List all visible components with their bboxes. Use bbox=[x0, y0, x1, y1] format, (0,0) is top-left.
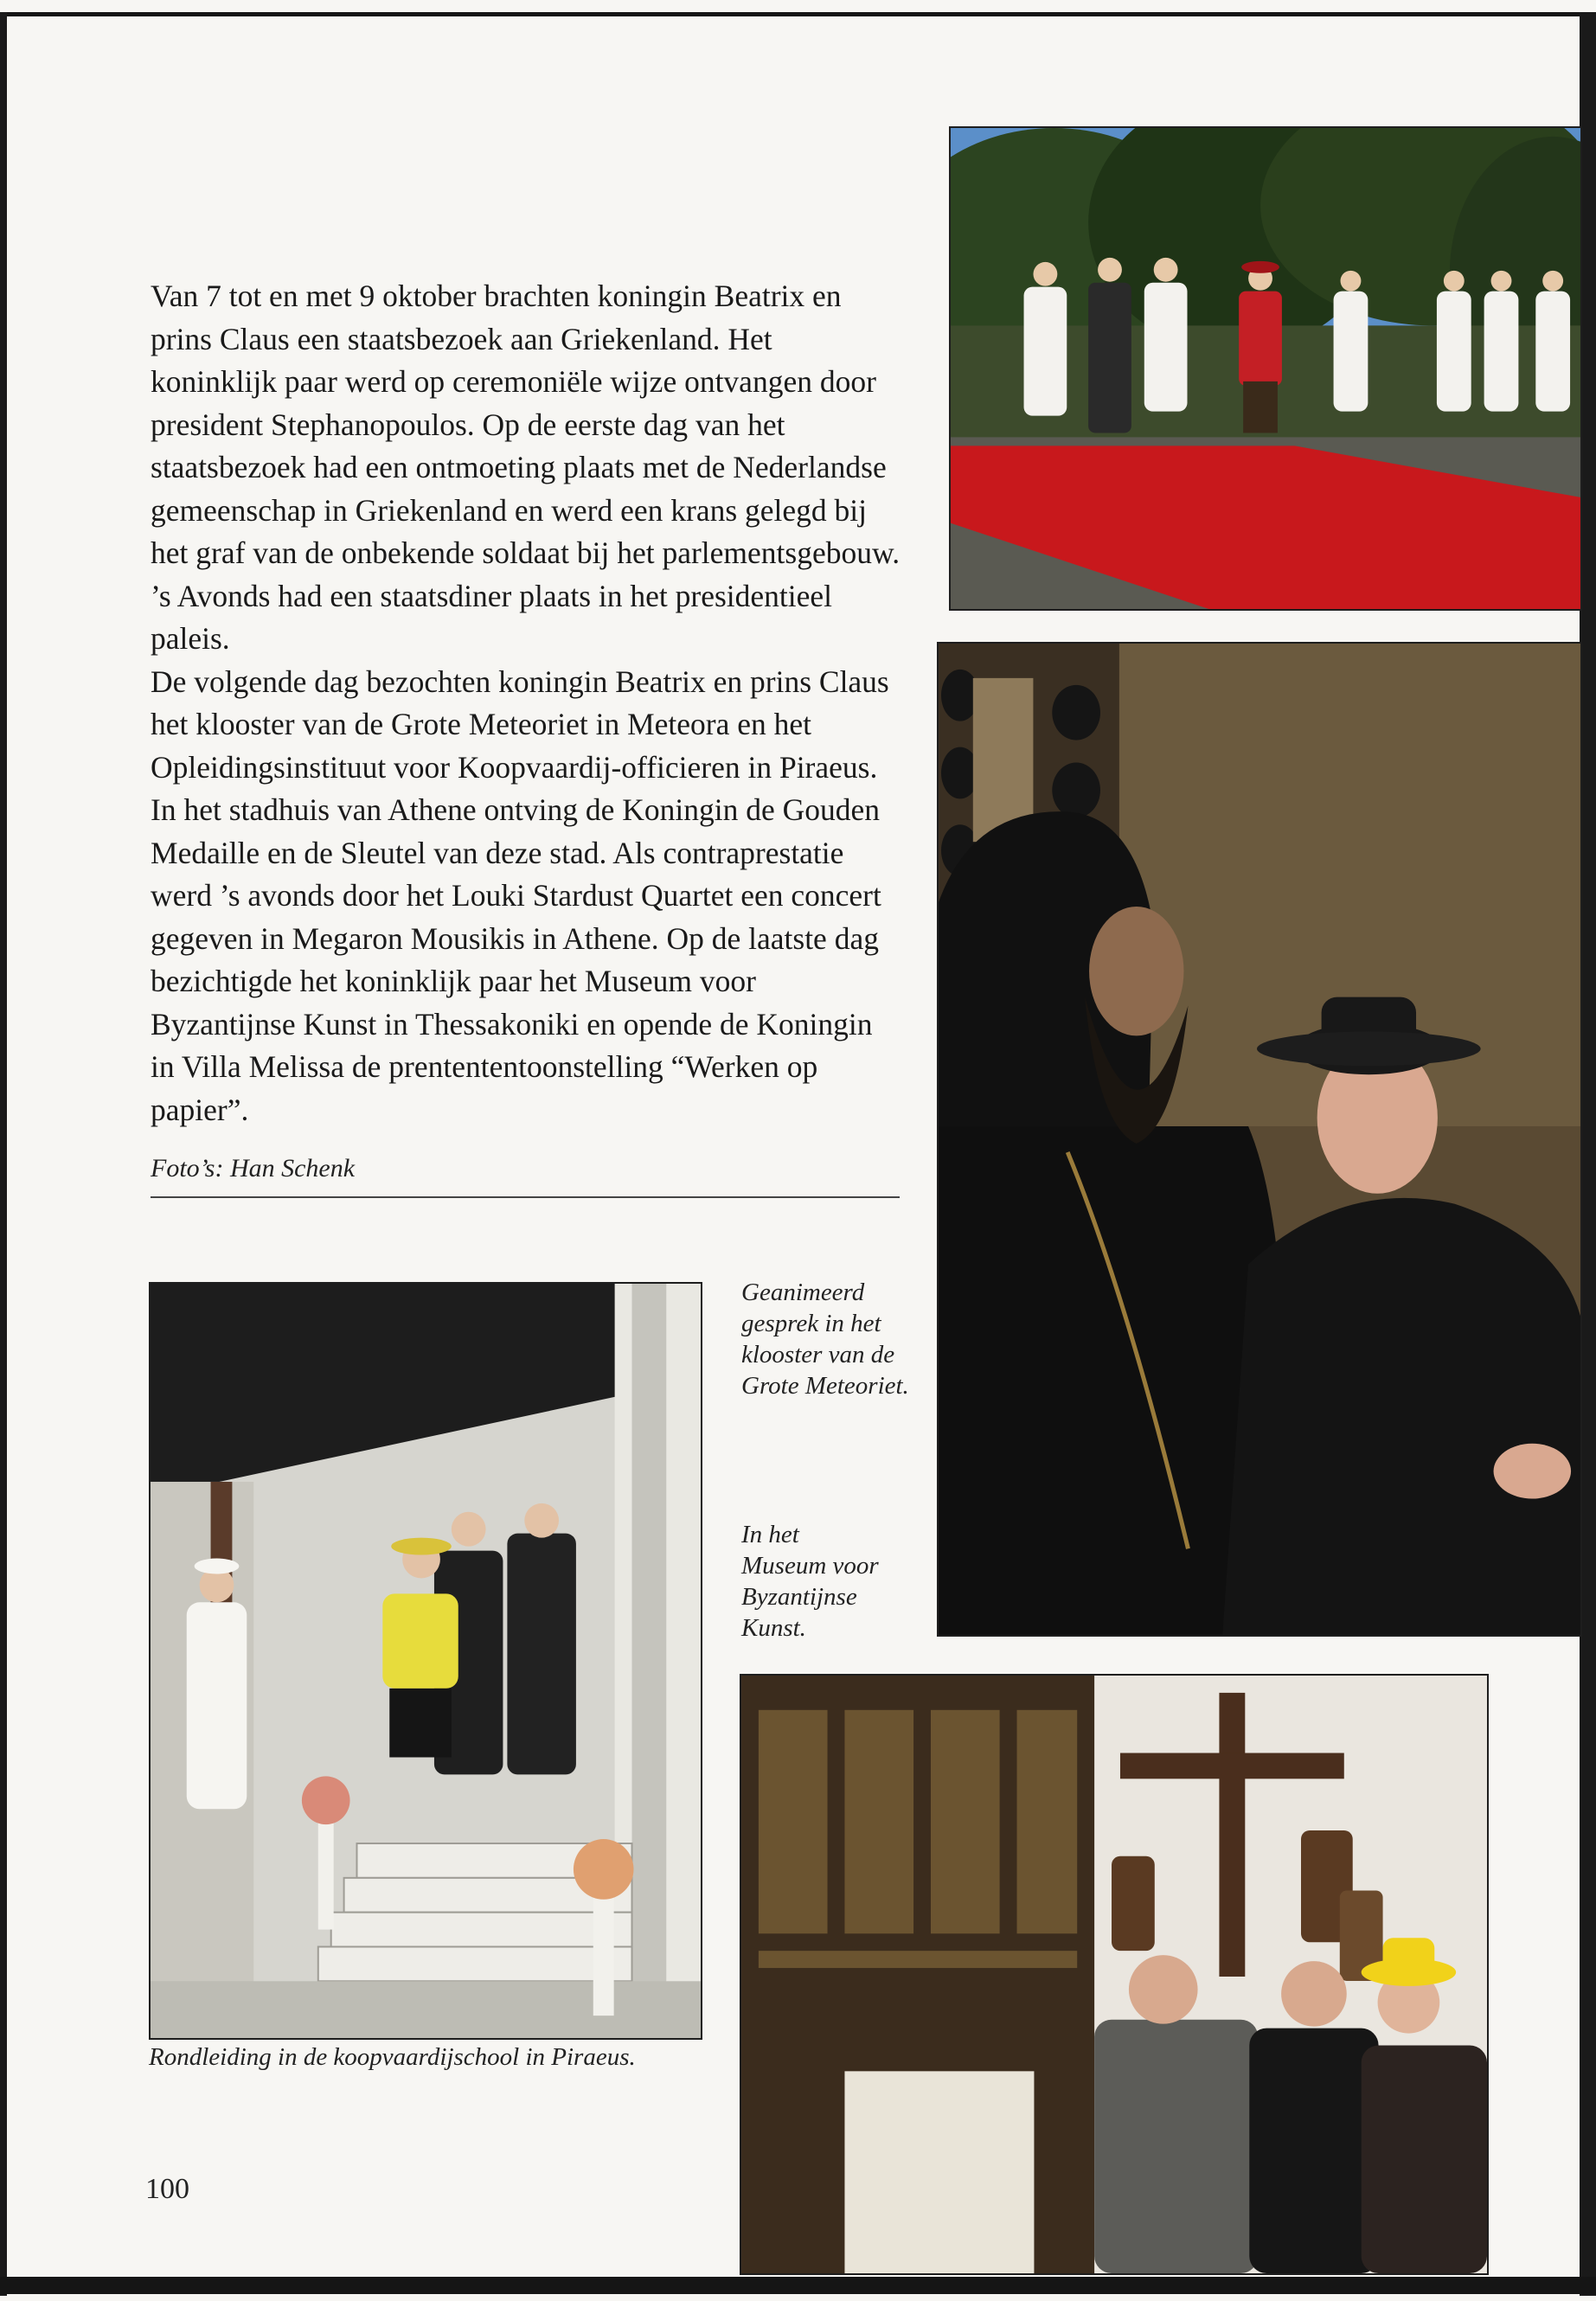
monastery-illustration bbox=[939, 644, 1580, 1635]
caption-naval-school: Rondleiding in de koopvaardijschool in Piraeus. bbox=[149, 2043, 636, 2071]
ceremony-illustration bbox=[951, 128, 1580, 609]
article-paragraph-2: De volgende dag bezochten koningin Beatrix en prins Claus het klooster van de Grote Meteoriet in Meteora en het Opleidingsinstituut voor Koopvaardij-officieren in Piraeus. In het stadhuis van Athene ontving de Koningin de Gouden Medaille en de Sleutel van deze stad. Als contraprestatie werd ’s avonds door het Louki Stardust Quartet een concert gegeven in Megaron Mousikis in Athene. Op de laatste dag bezichtigde het koninklijk paar het Museum voor Byzantijnse Kunst in Thessakoniki en opende de Koningin in Villa Melissa de prentententoonstelling “Werken op papier”. bbox=[151, 663, 889, 1127]
page-number: 100 bbox=[145, 2173, 189, 2205]
caption-museum: In het Museum voor Byzantijnse Kunst. bbox=[741, 1521, 879, 1642]
museum-illustration bbox=[741, 1676, 1487, 2273]
photo-credit: Foto’s: Han Schenk bbox=[151, 1154, 356, 1183]
photo-byzantine-museum bbox=[740, 1674, 1489, 2275]
page-border-top bbox=[0, 12, 1596, 16]
page-border-left bbox=[0, 12, 7, 2296]
article-paragraph-1: Van 7 tot en met 9 oktober brachten koningin Beatrix en prins Claus een staatsbezoek aan Griekenland. Het koninklijk paar werd op ceremoniële wijze ontvangen door president Stephanopoulos. Op de eerste dag van het staatsbezoek had een ontmoeting plaats met de Nederlandse gemeenschap in Griekenland en werd een krans gelegd bij het graf van de onbekende soldaat bij het parlementsgebouw. ’s Avonds had een staatsdiner plaats in het presidentieel paleis. bbox=[151, 279, 901, 656]
naval-school-illustration bbox=[151, 1284, 701, 2038]
article-body bbox=[151, 275, 903, 1131]
text-divider bbox=[151, 1196, 900, 1198]
photo-ceremony-red-carpet bbox=[949, 126, 1582, 611]
photo-naval-school-stairs bbox=[149, 1282, 702, 2040]
caption-monastery: Geanimeerd gesprek in het klooster van de Grote Meteoriet. bbox=[741, 1279, 909, 1400]
page-border-bottom bbox=[0, 2277, 1596, 2294]
photo-monastery-conversation bbox=[937, 642, 1582, 1637]
